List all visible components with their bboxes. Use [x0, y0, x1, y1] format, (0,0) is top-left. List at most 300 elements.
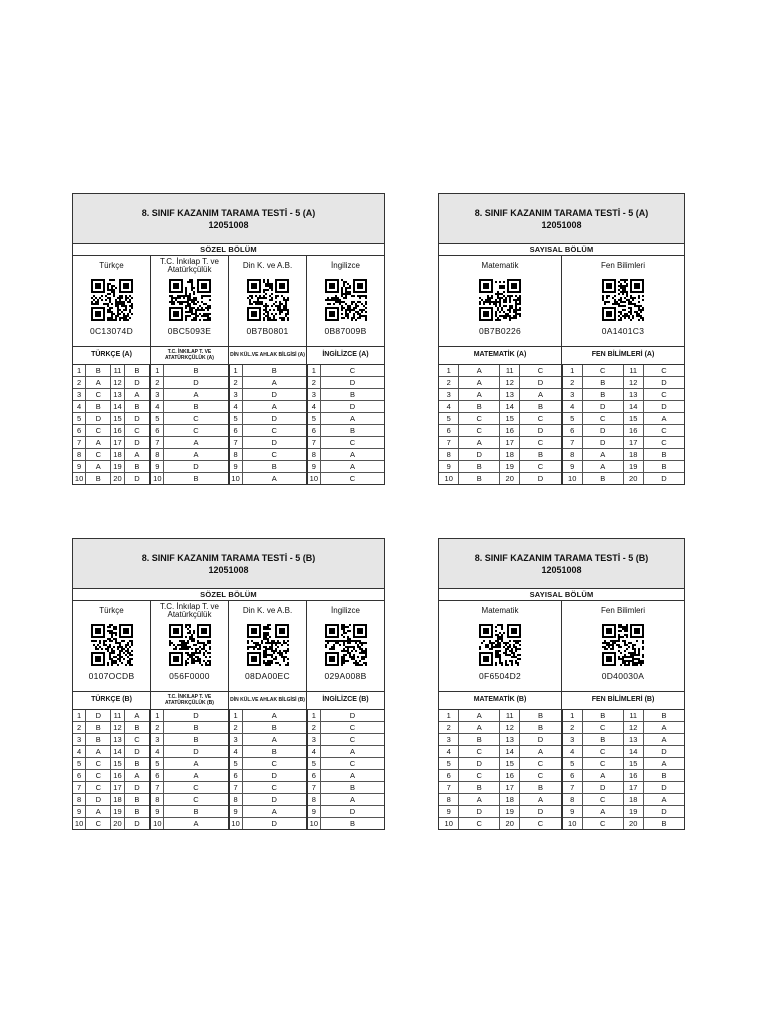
answer-cell: B	[86, 722, 111, 734]
answer-block	[563, 365, 685, 484]
answer-block	[308, 365, 384, 484]
qr-code-icon	[323, 277, 369, 323]
question-number: 1	[563, 365, 583, 377]
answer-row	[439, 770, 561, 782]
answer-cell: D	[520, 806, 561, 818]
question-number: 4	[230, 401, 243, 413]
answer-row	[563, 389, 685, 401]
answer-block	[151, 365, 229, 484]
answer-row	[439, 818, 561, 830]
card-header	[439, 194, 684, 244]
answer-row	[439, 425, 561, 437]
answer-cell: C	[459, 746, 500, 758]
answer-row	[230, 806, 306, 818]
question-number: 9	[230, 806, 243, 818]
question-number: 8	[308, 794, 321, 806]
question-number: 10	[151, 473, 164, 485]
qr-code-icon	[600, 622, 646, 668]
answer-cell: C	[164, 413, 228, 425]
question-number: 15	[500, 413, 520, 425]
question-number: 4	[439, 746, 459, 758]
question-number: 8	[151, 449, 164, 461]
question-number: 16	[111, 425, 124, 437]
qr-cell	[229, 256, 307, 346]
question-number: 18	[623, 794, 643, 806]
answer-cell: B	[124, 722, 149, 734]
answer-cell: A	[86, 377, 111, 389]
answer-cell: C	[582, 413, 623, 425]
answer-cell: C	[320, 722, 384, 734]
question-number: 15	[111, 413, 124, 425]
answer-cell: A	[459, 437, 500, 449]
question-number: 8	[151, 794, 164, 806]
qr-code-text: 0BC5093E	[167, 326, 212, 336]
answer-cell: D	[643, 806, 684, 818]
qr-cell	[73, 256, 151, 346]
question-number: 17	[623, 782, 643, 794]
answer-row	[73, 782, 149, 794]
answer-cell: B	[520, 401, 561, 413]
answer-cell: C	[86, 389, 111, 401]
answer-row	[73, 806, 149, 818]
answer-cell: C	[86, 449, 111, 461]
answer-row	[439, 794, 561, 806]
answer-cell: A	[320, 746, 384, 758]
answer-cell: A	[643, 794, 684, 806]
answer-row	[308, 818, 384, 830]
answer-key-card-sozel-b	[72, 538, 385, 830]
answer-cell: A	[164, 770, 228, 782]
answer-cell: D	[242, 389, 306, 401]
question-number: 2	[308, 722, 321, 734]
answer-table	[308, 365, 384, 484]
answer-cell: D	[242, 437, 306, 449]
qr-code-icon	[245, 622, 291, 668]
answer-row	[308, 746, 384, 758]
answer-header: TÜRKÇE (B)	[73, 692, 151, 709]
answer-cell: B	[242, 365, 306, 377]
answer-cell: B	[320, 389, 384, 401]
answer-row	[563, 806, 685, 818]
answer-row	[73, 818, 149, 830]
qr-row	[73, 601, 384, 692]
answer-cell: B	[582, 710, 623, 722]
subject-label: Fen Bilimleri	[600, 606, 645, 615]
answer-key-card-sozel-a	[72, 193, 385, 485]
answer-row	[439, 365, 561, 377]
question-number: 18	[500, 794, 520, 806]
answer-cell: C	[643, 365, 684, 377]
answer-cell: D	[582, 782, 623, 794]
answer-cell: D	[459, 449, 500, 461]
question-number: 9	[73, 806, 86, 818]
answer-cell: C	[459, 818, 500, 830]
answer-cell: B	[242, 461, 306, 473]
subject-label: Türkçe	[99, 261, 124, 270]
question-number: 7	[308, 437, 321, 449]
answer-cell: B	[459, 782, 500, 794]
question-number: 8	[230, 449, 243, 461]
subject-label: T.C. İnkılap T. ve Atatürkçülük	[160, 602, 219, 619]
answer-header: FEN BİLİMLERİ (A)	[591, 351, 655, 359]
answer-row	[230, 425, 306, 437]
answer-cell: A	[459, 710, 500, 722]
answer-cell: B	[86, 401, 111, 413]
answer-row	[563, 377, 685, 389]
answer-cell: C	[520, 770, 561, 782]
qr-row	[439, 601, 684, 692]
question-number: 3	[308, 734, 321, 746]
answer-row	[308, 758, 384, 770]
answer-row	[73, 770, 149, 782]
answer-cell: C	[320, 437, 384, 449]
answer-header: T.C. İNKILAP T. VE ATATÜRKÇÜLÜK (A)	[151, 347, 229, 364]
question-number: 6	[439, 425, 459, 437]
qr-code-icon	[167, 277, 213, 323]
test-title: 8. SINIF KAZANIM TARAMA TESTİ - 5 (A)	[141, 207, 316, 218]
question-number: 19	[111, 461, 124, 473]
answer-row	[563, 782, 685, 794]
question-number: 16	[623, 425, 643, 437]
answer-row	[151, 461, 227, 473]
answer-cell: D	[242, 770, 306, 782]
question-number: 6	[308, 770, 321, 782]
answer-row	[230, 794, 306, 806]
answer-cell: A	[582, 449, 623, 461]
question-number: 7	[439, 437, 459, 449]
answer-cell: A	[520, 794, 561, 806]
question-number: 20	[111, 473, 124, 485]
question-number: 13	[623, 734, 643, 746]
question-number: 6	[73, 425, 86, 437]
answer-cell: B	[242, 722, 306, 734]
question-number: 8	[439, 794, 459, 806]
question-number: 1	[151, 365, 164, 377]
answer-cell: B	[643, 449, 684, 461]
answer-cell: B	[520, 449, 561, 461]
question-number: 4	[308, 746, 321, 758]
answer-cell: A	[86, 461, 111, 473]
question-number: 20	[111, 818, 124, 830]
question-number: 10	[563, 473, 583, 485]
question-number: 9	[439, 806, 459, 818]
question-number: 13	[111, 734, 124, 746]
answer-row	[439, 449, 561, 461]
question-number: 14	[111, 401, 124, 413]
answer-cell: D	[164, 746, 228, 758]
question-number: 9	[308, 461, 321, 473]
question-number: 8	[308, 449, 321, 461]
answer-row	[230, 782, 306, 794]
answer-cell: D	[164, 377, 228, 389]
answer-header: DİN KÜL.VE AHLAK BİLGİSİ (A)	[229, 347, 307, 364]
answer-row	[563, 710, 685, 722]
qr-code-icon	[477, 622, 523, 668]
answer-header: TÜRKÇE (A)	[73, 347, 151, 364]
answer-cell: D	[643, 782, 684, 794]
answer-cell: B	[320, 425, 384, 437]
answer-cell: B	[459, 734, 500, 746]
answer-row	[73, 437, 149, 449]
answer-row	[439, 473, 561, 485]
answer-cell: B	[582, 377, 623, 389]
answer-header: MATEMATİK (B)	[439, 692, 562, 709]
answer-cell: A	[242, 710, 306, 722]
answer-cell: A	[320, 449, 384, 461]
answer-row	[230, 770, 306, 782]
answer-cell: C	[320, 365, 384, 377]
answer-cell: B	[164, 365, 228, 377]
answer-row	[308, 413, 384, 425]
qr-code-icon	[477, 277, 523, 323]
answer-header-row	[73, 347, 384, 365]
answer-cell: B	[643, 770, 684, 782]
answer-row	[73, 794, 149, 806]
answer-row	[563, 401, 685, 413]
question-number: 20	[500, 473, 520, 485]
answer-row	[73, 722, 149, 734]
qr-code-text: 08DA00EC	[245, 671, 290, 681]
question-number: 5	[230, 758, 243, 770]
question-number: 7	[151, 782, 164, 794]
answer-cell: D	[124, 377, 149, 389]
question-number: 13	[500, 389, 520, 401]
answer-cell: C	[520, 758, 561, 770]
answer-row	[73, 401, 149, 413]
answer-cell: A	[242, 806, 306, 818]
answer-row	[73, 746, 149, 758]
answer-cell: A	[320, 413, 384, 425]
answer-cell: A	[124, 389, 149, 401]
answer-cell: C	[124, 425, 149, 437]
question-number: 9	[73, 461, 86, 473]
question-number: 20	[623, 473, 643, 485]
question-number: 8	[73, 449, 86, 461]
answer-row	[151, 722, 227, 734]
answer-cell: B	[164, 806, 228, 818]
question-number: 1	[439, 710, 459, 722]
subject-label: Din K. ve A.B.	[242, 261, 293, 270]
card-header	[73, 194, 384, 244]
question-number: 1	[151, 710, 164, 722]
answer-cell: D	[520, 425, 561, 437]
qr-cell	[229, 601, 307, 691]
answer-row	[308, 473, 384, 485]
answer-cell: B	[86, 365, 111, 377]
answer-row	[439, 782, 561, 794]
answer-table	[73, 710, 149, 829]
answer-row	[151, 377, 227, 389]
question-number: 7	[563, 782, 583, 794]
answer-cell: D	[164, 461, 228, 473]
answer-row	[563, 758, 685, 770]
answer-cell: B	[459, 401, 500, 413]
qr-code-icon	[89, 622, 135, 668]
answer-cell: C	[86, 758, 111, 770]
test-title: 8. SINIF KAZANIM TARAMA TESTİ - 5 (B)	[141, 552, 316, 563]
qr-code-text: 0F6504D2	[478, 671, 522, 681]
test-code: 12051008	[541, 219, 582, 230]
question-number: 9	[151, 461, 164, 473]
answer-row	[308, 425, 384, 437]
answer-row	[439, 758, 561, 770]
answer-row	[151, 473, 227, 485]
question-number: 20	[500, 818, 520, 830]
test-title: 8. SINIF KAZANIM TARAMA TESTİ - 5 (A)	[474, 207, 649, 218]
question-number: 17	[623, 437, 643, 449]
answer-cell: D	[643, 401, 684, 413]
answer-cell: B	[124, 461, 149, 473]
answer-cell: D	[320, 710, 384, 722]
answer-cell: A	[164, 818, 228, 830]
answer-row	[308, 365, 384, 377]
answer-cell: A	[320, 770, 384, 782]
question-number: 8	[563, 794, 583, 806]
question-number: 7	[73, 437, 86, 449]
question-number: 14	[500, 401, 520, 413]
section-title: SÖZEL BÖLÜM	[73, 244, 384, 256]
answer-header: MATEMATİK (A)	[439, 347, 562, 364]
answer-row	[439, 401, 561, 413]
question-number: 10	[73, 818, 86, 830]
answer-cell: A	[520, 389, 561, 401]
answer-row	[439, 413, 561, 425]
answer-cell: B	[643, 818, 684, 830]
question-number: 2	[73, 722, 86, 734]
question-number: 3	[308, 389, 321, 401]
question-number: 4	[563, 401, 583, 413]
question-number: 1	[563, 710, 583, 722]
answer-cell: D	[643, 377, 684, 389]
qr-code-icon	[600, 277, 646, 323]
answer-row	[439, 734, 561, 746]
qr-cell	[73, 601, 151, 691]
answer-cell: B	[643, 461, 684, 473]
qr-cell	[307, 256, 384, 346]
question-number: 8	[230, 794, 243, 806]
answer-header: FEN BİLİMLERİ (B)	[591, 696, 655, 704]
question-number: 10	[230, 473, 243, 485]
question-number: 10	[308, 473, 321, 485]
answer-row	[151, 389, 227, 401]
answer-cell: D	[320, 806, 384, 818]
answer-cell: D	[86, 794, 111, 806]
question-number: 1	[73, 710, 86, 722]
answer-row	[308, 449, 384, 461]
question-number: 1	[439, 365, 459, 377]
answer-row	[230, 365, 306, 377]
question-number: 4	[73, 746, 86, 758]
answer-cell: C	[520, 461, 561, 473]
answer-block	[151, 710, 229, 829]
answer-key-card-sayisal-a	[438, 193, 685, 485]
answer-row	[439, 437, 561, 449]
answer-row	[151, 401, 227, 413]
answer-row	[308, 770, 384, 782]
answer-row	[151, 758, 227, 770]
answer-cell: D	[459, 806, 500, 818]
question-number: 4	[439, 401, 459, 413]
answer-table	[563, 365, 685, 484]
question-number: 2	[73, 377, 86, 389]
answer-key-card-sayisal-b	[438, 538, 685, 830]
answer-table	[439, 365, 561, 484]
question-number: 3	[563, 389, 583, 401]
answer-row	[230, 746, 306, 758]
qr-code-text: 0B7B0226	[478, 326, 522, 336]
answer-row	[73, 758, 149, 770]
answer-block	[439, 710, 563, 829]
question-number: 6	[73, 770, 86, 782]
question-number: 18	[500, 449, 520, 461]
answer-row	[73, 461, 149, 473]
question-number: 1	[230, 710, 243, 722]
answer-block	[73, 710, 151, 829]
answer-cell: C	[86, 782, 111, 794]
answer-cell: B	[520, 782, 561, 794]
answer-row	[151, 806, 227, 818]
answer-row	[563, 746, 685, 758]
subject-label: İngilizce	[331, 261, 360, 270]
answer-cell: B	[164, 722, 228, 734]
answer-cell: A	[459, 377, 500, 389]
question-number: 18	[111, 449, 124, 461]
answer-cell: B	[124, 758, 149, 770]
answer-cell: A	[124, 770, 149, 782]
answer-cell: D	[124, 818, 149, 830]
answer-row	[73, 734, 149, 746]
question-number: 11	[111, 710, 124, 722]
answer-cell: B	[164, 401, 228, 413]
question-number: 12	[500, 377, 520, 389]
question-number: 8	[73, 794, 86, 806]
answer-cell: A	[320, 794, 384, 806]
answer-cell: A	[242, 734, 306, 746]
answer-block	[73, 365, 151, 484]
answer-cell: A	[643, 734, 684, 746]
answer-row	[563, 449, 685, 461]
question-number: 8	[439, 449, 459, 461]
answer-row	[73, 365, 149, 377]
question-number: 5	[439, 758, 459, 770]
answer-row	[151, 746, 227, 758]
question-number: 6	[563, 770, 583, 782]
qr-row	[73, 256, 384, 347]
subject-label: Türkçe	[99, 606, 124, 615]
question-number: 18	[623, 449, 643, 461]
test-code: 12051008	[208, 219, 249, 230]
answer-cell: A	[86, 437, 111, 449]
answer-cell: C	[582, 365, 623, 377]
question-number: 6	[439, 770, 459, 782]
answer-row	[151, 710, 227, 722]
question-number: 17	[500, 782, 520, 794]
answer-row	[230, 818, 306, 830]
answer-cell: D	[124, 413, 149, 425]
answer-row	[563, 365, 685, 377]
answer-row	[151, 413, 227, 425]
question-number: 6	[151, 770, 164, 782]
answer-row	[230, 722, 306, 734]
question-number: 5	[151, 758, 164, 770]
question-number: 12	[623, 377, 643, 389]
question-number: 9	[563, 806, 583, 818]
section-title: SAYISAL BÖLÜM	[439, 589, 684, 601]
answer-cell: C	[164, 425, 228, 437]
question-number: 5	[308, 758, 321, 770]
question-number: 1	[308, 710, 321, 722]
question-number: 11	[500, 710, 520, 722]
